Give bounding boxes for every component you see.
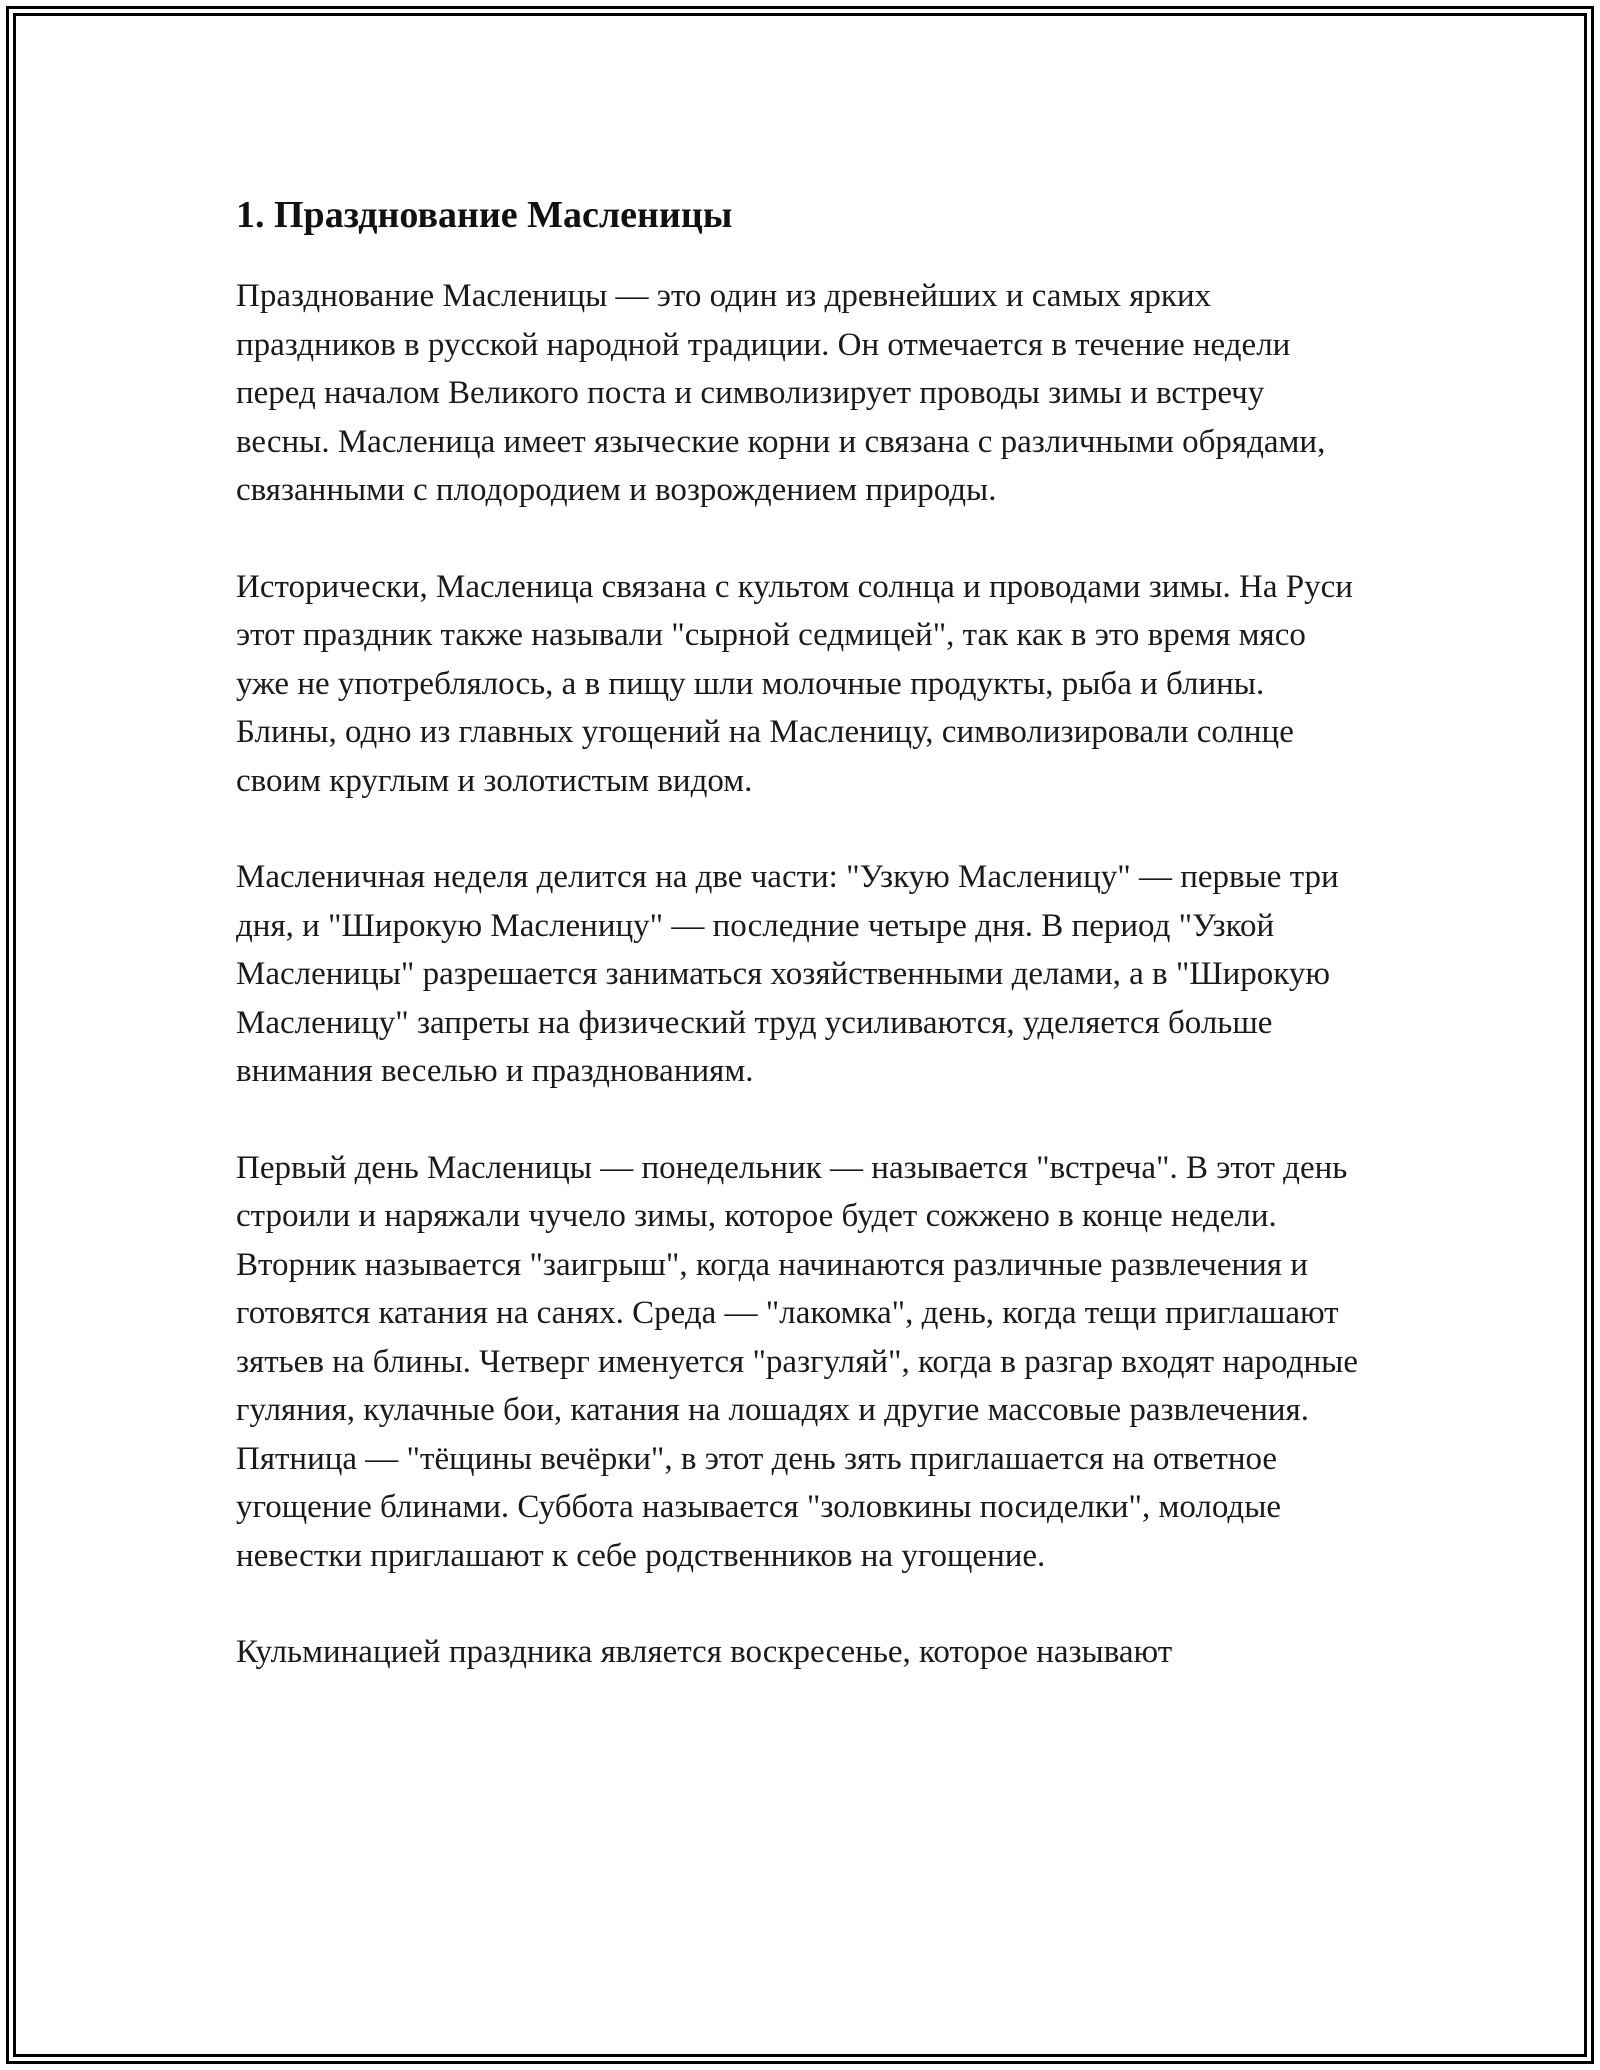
- section-heading: 1. Празднование Масленицы: [236, 194, 733, 236]
- document-body: [236, 188, 1366, 1677]
- paragraph-intro: Празднование Масленицы — это один из древнейших и самых ярких праздников в русской народной традиции. Он отмечается в течение недели перед началом Великого поста и символизирует проводы зимы и встречу весны. Масленица имеет языческие корни и связана с различными обрядами, связанными с плодородием и возрождением природы.: [236, 278, 1326, 508]
- paragraph-history: Исторически, Масленица связана с культом солнца и проводами зимы. На Руси этот праздник также называли "сырной седмицей", так как в это время мясо уже не употреблялось, а в пищу шли молочные продукты, рыба и блины. Блины, одно из главных угощений на Масленицу, символизировали солнце своим круглым и золотистым видом.: [236, 568, 1353, 799]
- paragraph-week-parts: Масленичная неделя делится на две части: "Узкую Масленицу" — первые три дня, и "Широкую Масленицу" — последние четыре дня. В период "Узкой Масленицы" разрешается заниматься хозяйственными делами, а в "Широкую Масленицу" запреты на физический труд усиливаются, уделяется больше внимания веселью и празднованиям.: [236, 859, 1339, 1089]
- paragraph-culmination: Кульминацией праздника является воскресенье, которое называют: [236, 1634, 1173, 1670]
- paragraph-days: Первый день Масленицы — понедельник — называется "встреча". В этот день строили и наряжали чучело зимы, которое будет сожжено в конце недели. Вторник называется "заигрыш", когда начинаются различные развлечения и готовятся катания на санях. Среда — "лакомка", день, когда тещи приглашают зятьев на блины. Четверг именуется "разгуляй", когда в разгар входят народные гуляния, кулачные бои, катания на лошадях и другие массовые развлечения. Пятница — "тёщины вечёрки", в этот день зять приглашается на ответное угощение блинами. Суббота называется "золовкины посиделки", молодые невестки приглашают к себе родственников на угощение.: [236, 1149, 1358, 1574]
